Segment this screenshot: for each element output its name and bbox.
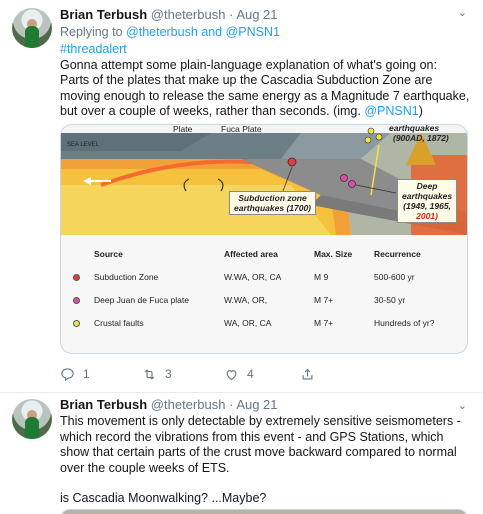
retweet-count: 3 xyxy=(165,367,172,381)
author-handle[interactable]: @theterbush xyxy=(150,397,226,412)
tweet-date[interactable]: Aug 21 xyxy=(236,7,278,22)
tweet-media-preview[interactable] xyxy=(60,509,468,514)
retweet-button[interactable] xyxy=(142,366,172,382)
table-cell-recurrence: 500-600 yr xyxy=(374,272,415,282)
marker-dot-icon xyxy=(73,297,80,304)
crustal-eq-label: earthquakes xyxy=(389,124,440,133)
caret-down-icon[interactable]: ⌄ xyxy=(457,7,467,19)
table-row xyxy=(61,270,468,284)
tweet[interactable] xyxy=(0,392,483,514)
tweet-text-line: This movement is only detectable by extremely sensitive seismometers - which record the vibrations from this event - and GPS Stations, which show that certain parts of the crust move backward compared to normal over the couple weeks of ETS. xyxy=(60,414,461,475)
table-cell-size: M 7+ xyxy=(314,295,334,305)
column-header-source: Source xyxy=(94,249,123,259)
tweet-header xyxy=(60,397,278,413)
tweet-header xyxy=(60,7,278,23)
author-name[interactable]: Brian Terbush xyxy=(60,397,148,412)
table-cell-area: WA, OR, CA xyxy=(224,318,272,328)
mention-link[interactable]: @PNSN1 xyxy=(364,104,419,118)
retweet-icon xyxy=(142,367,157,382)
subduction-eq-callout xyxy=(229,191,316,215)
separator-dot: · xyxy=(229,7,234,22)
tweet-actions xyxy=(60,366,460,382)
reply-icon xyxy=(60,367,75,382)
table-row xyxy=(61,316,468,330)
table-cell-source: Crustal faults xyxy=(94,318,144,328)
deep-callout-line: (1949, 1965, xyxy=(403,201,451,211)
caret-down-icon[interactable]: ⌄ xyxy=(457,400,467,412)
deep-callout-line: Deep xyxy=(416,181,438,191)
deep-eq-callout xyxy=(397,179,457,223)
table-cell-size: M 9 xyxy=(314,272,329,282)
like-count: 4 xyxy=(247,367,254,381)
author-name[interactable]: Brian Terbush xyxy=(60,7,148,22)
tweet-date[interactable]: Aug 21 xyxy=(236,397,278,412)
column-header-area: Affected area xyxy=(224,249,278,259)
deep-callout-line: 2001) xyxy=(416,211,438,221)
table-cell-source: Subduction Zone xyxy=(94,272,159,282)
hashtag-link[interactable]: #threadalert xyxy=(60,42,127,56)
sea-level-label: SEA LEVEL xyxy=(67,142,100,148)
avatar[interactable] xyxy=(12,8,52,48)
tweet-text xyxy=(60,42,472,120)
table-cell-size: M 7+ xyxy=(314,318,334,328)
table-cell-area: W.WA, OR, CA xyxy=(224,272,282,282)
like-button[interactable] xyxy=(224,366,254,382)
column-header-size: Max. Size xyxy=(314,249,353,259)
marker-dot-icon xyxy=(73,320,80,327)
reply-to-link[interactable]: @theterbush and @PNSN1 xyxy=(126,25,280,39)
table-header-row xyxy=(61,247,468,261)
tweet-text-line: is Cascadia Moonwalking? ...Maybe? xyxy=(60,491,267,505)
table-cell-source: Deep Juan de Fuca plate xyxy=(94,295,189,305)
tweet-image-card[interactable] xyxy=(60,124,468,354)
crustal-years-label: (900AD, 1872) xyxy=(393,133,449,143)
reply-prefix: Replying to xyxy=(60,25,123,39)
avatar[interactable] xyxy=(12,399,52,439)
plate-label: Plate xyxy=(173,124,193,134)
tweet-text-line: Gonna attempt some plain-language explanation of what's going on: xyxy=(60,57,437,72)
tweet-text xyxy=(60,414,472,507)
reply-count: 1 xyxy=(83,367,90,381)
reply-button[interactable] xyxy=(60,366,90,382)
subduction-callout-line: earthquakes (1700) xyxy=(234,203,312,213)
tweet-text-line: Parts of the plates that make up the Cascadia Subduction Zone are moving enough to release the same energy as a Magnitude 7 earthquake, but over a couple of weeks, rather than seconds. (img. xyxy=(60,73,470,118)
share-icon xyxy=(300,367,315,382)
like-icon xyxy=(224,367,239,382)
marker-dot-icon xyxy=(73,274,80,281)
reply-context xyxy=(60,25,280,39)
table-row xyxy=(61,293,468,307)
author-handle[interactable]: @theterbush xyxy=(150,7,226,22)
fuca-plate-label: Fuca Plate xyxy=(221,124,262,134)
table-cell-area: W.WA, OR, xyxy=(224,295,268,305)
table-cell-recurrence: 30-50 yr xyxy=(374,295,406,305)
tweet-text-close: ) xyxy=(418,104,423,118)
subduction-callout-line: Subduction zone xyxy=(238,193,307,203)
column-header-recurrence: Recurrence xyxy=(374,249,421,259)
deep-callout-line: earthquakes xyxy=(402,191,453,201)
separator-dot: · xyxy=(229,397,234,412)
table-cell-recurrence: Hundreds of yr? xyxy=(374,318,435,328)
share-button[interactable] xyxy=(300,366,315,382)
